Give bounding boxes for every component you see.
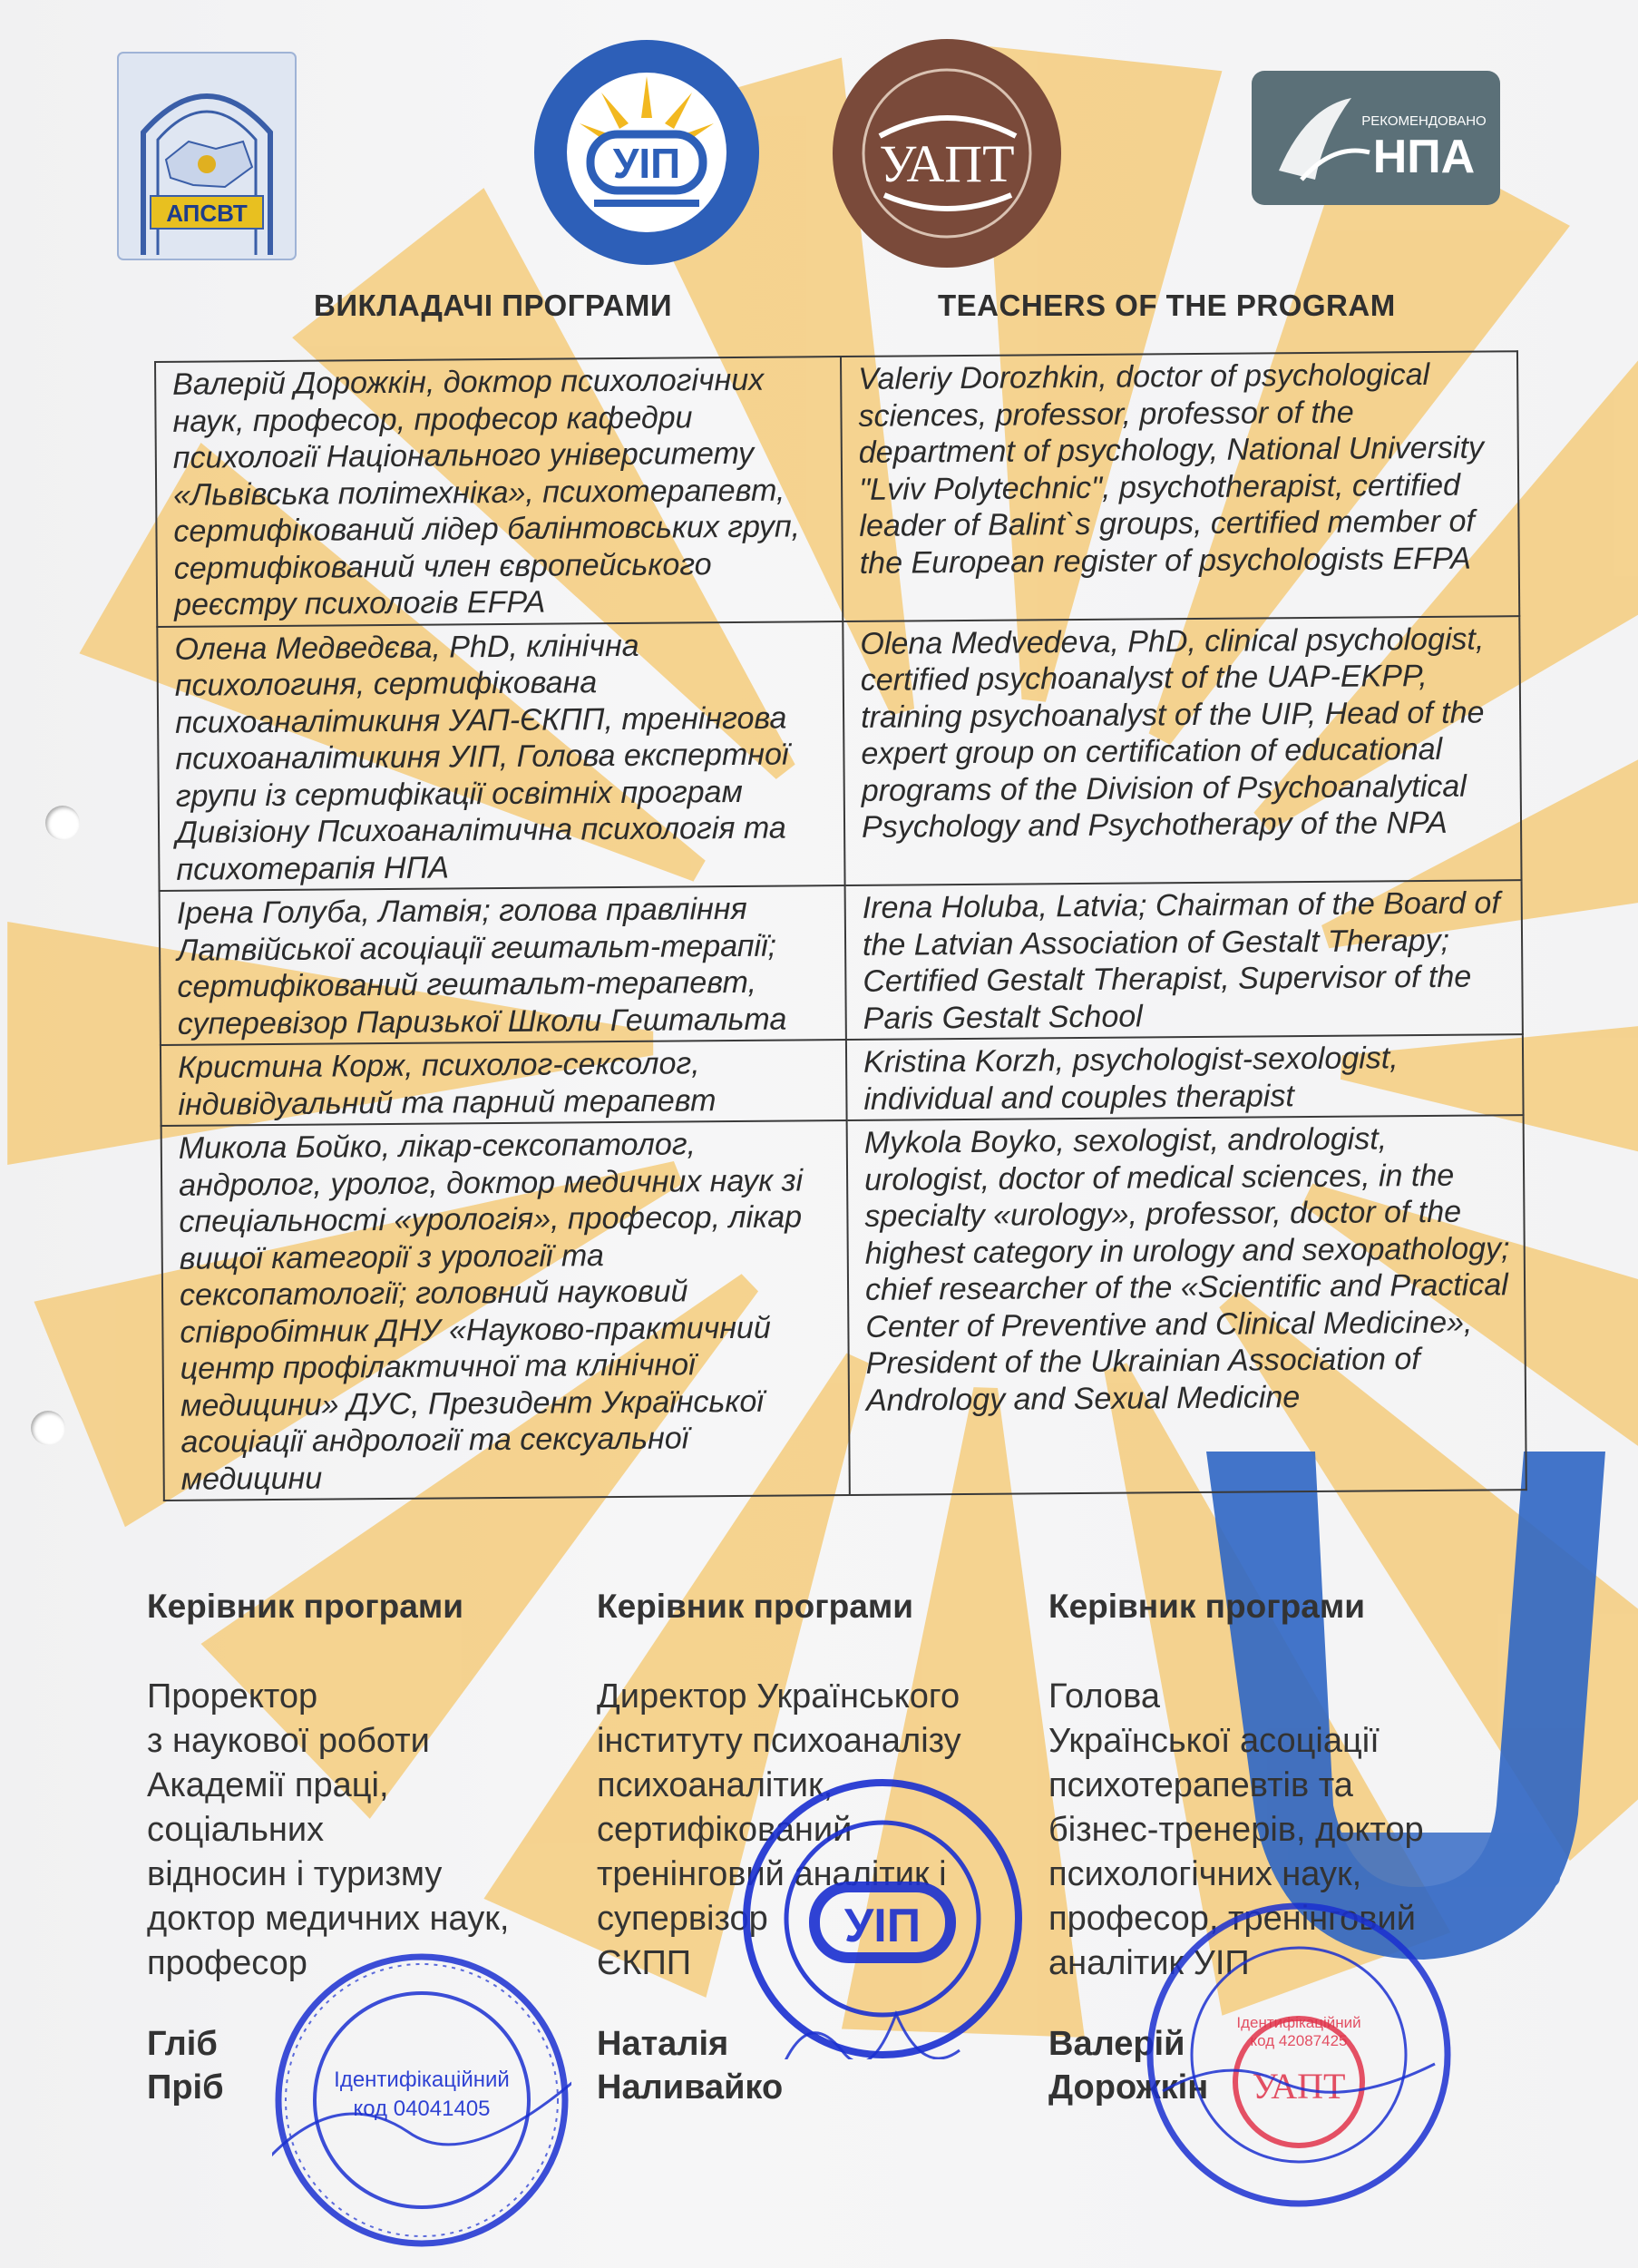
signatory-position: Проректор з наукової роботи Академії праці, соціальних відносин і туризму доктор медичних наук, професор: [147, 1677, 510, 1982]
npa-small-text: РЕКОМЕНДОВАНО: [1361, 113, 1487, 129]
uapt-logo: [830, 36, 1064, 270]
svg-text:код 04041405: код 04041405: [353, 2097, 491, 2121]
uapt-logo-text: УАПТ: [879, 134, 1015, 193]
teacher-en-cell: Irena Holuba, Latvia; Chairman of the Board of the Latvian Association of Gestalt Therapy; Certified Gestalt Therapist, Supervisor of the Paris Gestalt School: [845, 880, 1523, 1040]
table-row: [160, 880, 1523, 1045]
table-row: [155, 351, 1519, 626]
uip-stamp: [742, 1778, 1023, 2059]
table-row: [157, 616, 1521, 891]
apsvt-logo-text: АПСВТ: [166, 200, 248, 227]
signatory-position: Голова Української асоціації психотерапевтів та бізнес-тренерів, доктор психологічних наук, професор, тренінговий аналітик УІП: [1048, 1677, 1424, 1982]
apsvt-logo: [116, 51, 297, 261]
header-en: TEACHERS OF THE PROGRAM: [938, 288, 1396, 322]
teacher-uk-cell: Кристина Корж, психолог-сексолог, індивідуальний та парний терапевт: [161, 1040, 847, 1126]
npa-logo: [1252, 71, 1500, 205]
teacher-en-cell: Kristina Korzh, psychologist-sexologist, individual and couples therapist: [846, 1034, 1524, 1120]
signatory-name: Валерій Дорожкін: [1048, 2025, 1209, 2107]
punch-hole-bottom: [31, 1411, 65, 1445]
table-row: [161, 1034, 1524, 1126]
teacher-en-cell: Valeriy Dorozhkin, doctor of psychological sciences, professor, professor of the department of psychology, National University "Lviv Polytechnic", psychotherapist, certified leader of Balint`s groups, certified member of the European register of psychologists EFPA: [841, 351, 1519, 621]
signatory-name: Наталія Наливайко: [597, 2025, 784, 2107]
teachers-table: [154, 350, 1527, 1501]
svg-text:УІП: УІП: [843, 1900, 921, 1952]
uip-logo-text: УІП: [612, 140, 681, 187]
svg-text:УАПТ: УАПТ: [1252, 2066, 1346, 2107]
header-uk: ВИКЛАДАЧІ ПРОГРАМИ: [314, 288, 673, 322]
teacher-en-cell: Mykola Boyko, sexologist, andrologist, urologist, doctor of medical sciences, in the specialty «urology», professor, doctor of the highest category in urology and sexopathology; chief researcher of the «Scientific and Practical Center of Preventive and Clinical Medicine», President of the Ukrainian Association of Andrology and Sexual Medicine: [847, 1115, 1526, 1495]
svg-text:Ідентифікаційний: Ідентифікаційний: [1236, 2014, 1361, 2031]
table-row: [161, 1115, 1526, 1501]
signatory-title: Керівник програми: [597, 1588, 913, 1625]
teacher-uk-cell: Ірена Голуба, Латвія; голова правління Латвійської асоціації гештальт-терапії; сертифікований гештальт-терапевт, суперевізор Паризької Школи Гештальта: [160, 885, 846, 1045]
teacher-en-cell: Olena Medvedeva, PhD, clinical psychologist, certified psychoanalyst of the UAP-EKPP, training psychoanalyst of the UIP, Head of the expert group on certification of educational programs of the Division of Psychoanalytical Psychology and Psychotherapy of the NPA: [843, 616, 1521, 885]
svg-text:код 42087425: код 42087425: [1250, 2032, 1348, 2049]
signatory-title: Керівник програми: [1048, 1588, 1365, 1625]
svg-text:Ідентифікаційний: Ідентифікаційний: [334, 2068, 510, 2092]
academy-stamp: [272, 1950, 571, 2250]
teacher-uk-cell: Олена Медведєва, PhD, клінічна психологиня, сертифікована психоаналітикиня УАП-ЄКПП, тренінгова психоаналітикиня УІП, Голова експертної групи із сертифікації освітніх програм Дивізіону Психоаналітична психологія та психотерапія НПА: [157, 621, 844, 891]
uip-logo: [531, 36, 763, 269]
teacher-uk-cell: Валерій Дорожкін, доктор психологічних наук, професор, професор кафедри психології Національного університету «Львівська політехніка», психотерапевт, сертифікований лідер балінтовських груп, сертифікований член європейського реєстру психологів EFPA: [155, 357, 843, 626]
npa-logo-text: НПА: [1372, 131, 1476, 183]
punch-hole-top: [45, 806, 80, 840]
signatory-name: Гліб Пріб: [147, 2025, 224, 2107]
teacher-uk-cell: Микола Бойко, лікар-сексопатолог, андролог, уролог, доктор медичних наук зі спеціальності «урологія», професор, лікар вищої категорії з урології та сексопатології; головний науковий співробітник ДНУ «Науково-практичний центр профілактичної та клінічної медицини» ДУС, Президент Української асоціації андрології та сексуальної медицини: [161, 1120, 850, 1501]
uapt-stamp: [1145, 1901, 1453, 2209]
signatory-title: Керівник програми: [147, 1588, 463, 1625]
signatory-position: Директор Українського інституту психоаналізу психоаналітик, сертифікований тренінговий аналітик і супервізор ЄКПП: [597, 1677, 961, 1982]
